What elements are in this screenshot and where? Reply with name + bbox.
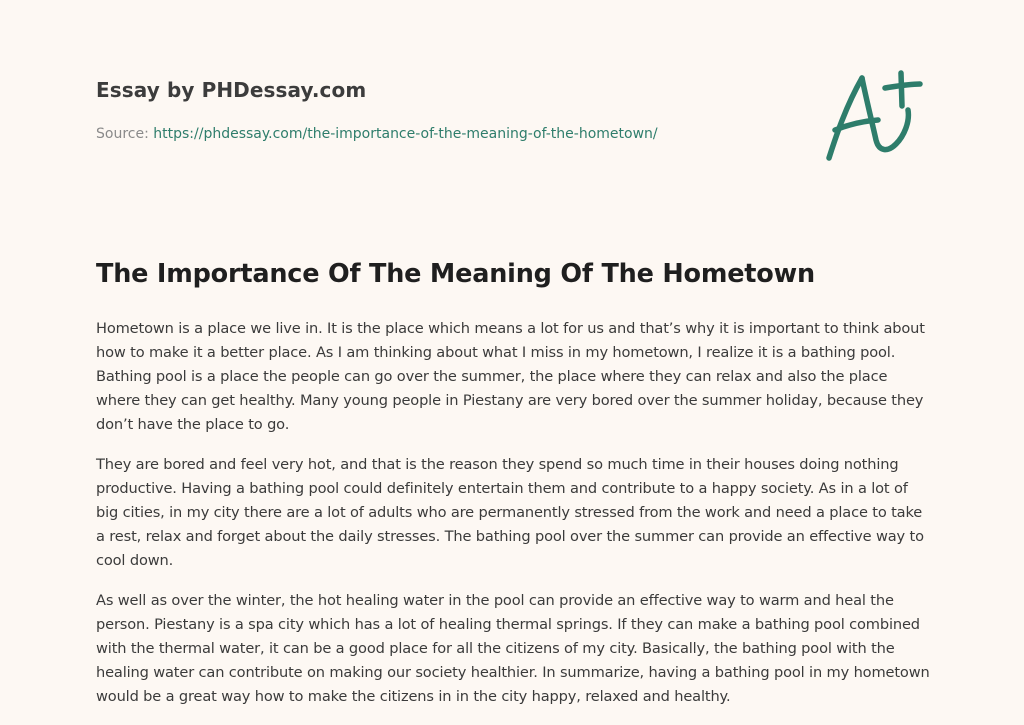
essay-body: [96, 254, 930, 725]
source-label: Source:: [96, 126, 149, 142]
essay-title: The Importance Of The Meaning Of The Hometown: [96, 259, 815, 289]
source-line: [96, 124, 796, 144]
a-plus-logo-icon: [822, 66, 930, 166]
essay-paragraph: As well as over the winter, the hot healing water in the pool can provide an effective way to warm and heal the person. Piestany is a spa city which has a lot of healing thermal springs. If they can make a bathing pool combined with the thermal water, it can be a good place for all the citizens of my city. Basically, the bathing pool with the healing water can contribute on making our society healthier. In summarize, having a bathing pool in my hometown would be a great way how to make the citizens in in the city happy, relaxed and healthy.: [96, 592, 930, 705]
header: [96, 76, 796, 144]
source-link[interactable]: https://phdessay.com/the-importance-of-the-meaning-of-the-hometown/: [153, 126, 658, 142]
essay-paragraph: They are bored and feel very hot, and that is the reason they spend so much time in their houses doing nothing productive. Having a bathing pool could definitely entertain them and contribute to a happy society. As in a lot of big cities, in my city there are a lot of adults who are permanently stressed from the work and need a place to take a rest, relax and forget about the daily stresses. The bathing pool over the summer can provide an effective way to cool down.: [96, 456, 924, 569]
essay-paragraph: Hometown is a place we live in. It is the place which means a lot for us and that’s why it is important to think about how to make it a better place. As I am thinking about what I miss in my hometown, I realize it is a bathing pool. Bathing pool is a place the people can go over the summer, the place where they can relax and also the place where they can get healthy. Many young people in Piestany are very bored over the summer holiday, because they don’t have the place to go.: [96, 320, 925, 433]
site-title: Essay by PHDessay.com: [96, 78, 367, 102]
